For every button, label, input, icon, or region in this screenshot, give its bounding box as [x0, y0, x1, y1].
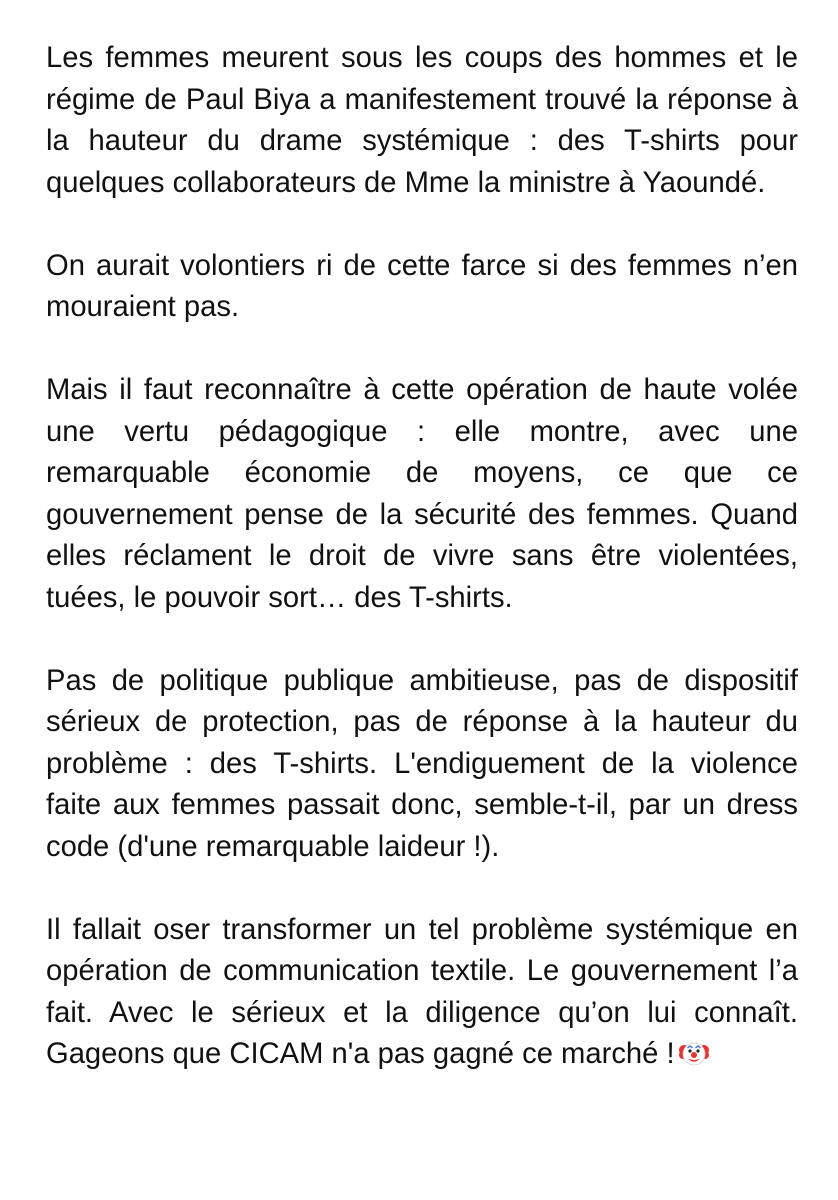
paragraph-3: Mais il faut reconnaître à cette opération de haute volée une vertu pédagogique : elle montre, avec une remarquable économie de moyens, ce que ce gouvernement pense de la sécurité des femmes. Quand elles réclament le droit de vivre sans être violentées, tuées, le pouvoir sort… des T-shirts.	[46, 374, 798, 614]
paragraph-2: On aurait volontiers ri de cette farce si des femmes n’en mouraient pas.	[46, 249, 798, 323]
paragraph-5: Il fallait oser transformer un tel problème systémique en opération de communication textile. Le gouvernement l’a fait. Avec le sérieux et la diligence qu’on lui connaît. Gageons que CICAM n'a pas gagné ce marché !	[46, 913, 798, 1070]
paragraph-1: Les femmes meurent sous les coups des hommes et le régime de Paul Biya a manifestement trouvé la réponse à la hauteur du drame systémique : des T-shirts pour quelques collaborateurs de Mme la ministre à Yaoundé.	[46, 42, 798, 199]
paragraph-4: Pas de politique publique ambitieuse, pas de dispositif sérieux de protection, pas de réponse à la hauteur du problème : des T-shirts. L'endiguement de la violence faite aux femmes passait donc, semble-t-il, par un dress code (d'une remarquable laideur !).	[46, 664, 798, 863]
document-body	[46, 38, 798, 1081]
clown-face-svg	[679, 1038, 709, 1068]
clown-face-icon	[679, 1038, 709, 1081]
paragraph-5-wrap	[46, 910, 798, 1081]
